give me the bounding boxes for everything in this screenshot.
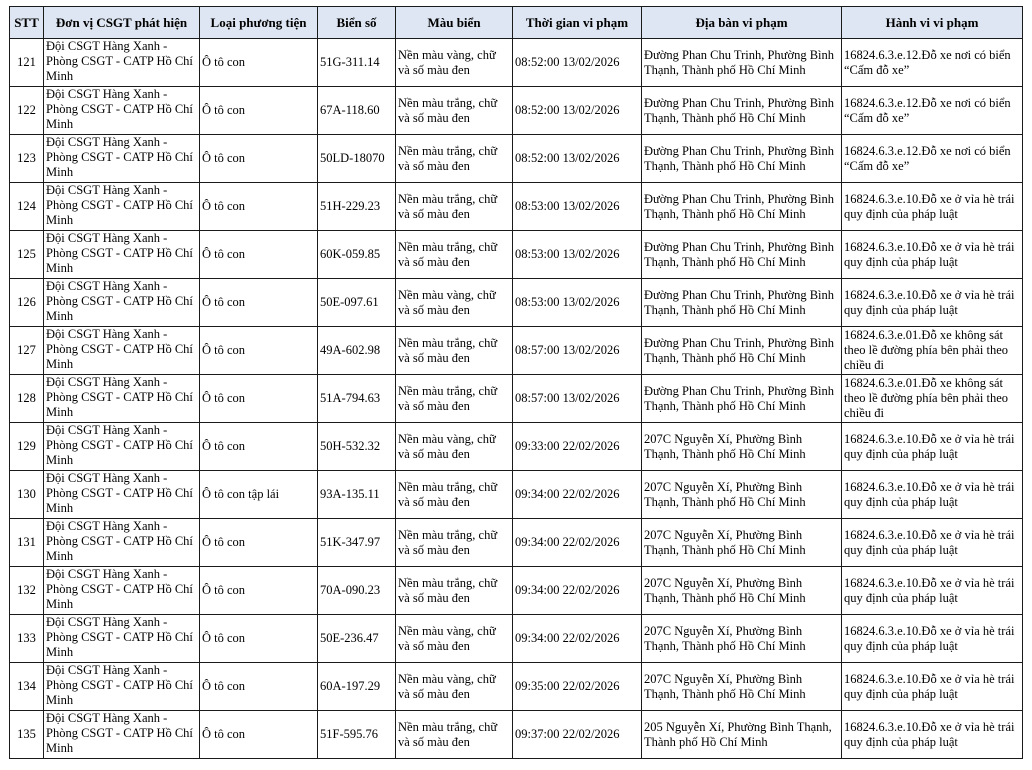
table-row — [10, 471, 1023, 519]
cell-time — [513, 279, 642, 327]
table-row — [10, 567, 1023, 615]
cell-unit — [44, 87, 200, 135]
table-row — [10, 135, 1023, 183]
cell-stt — [10, 183, 44, 231]
cell-location-text: Đường Phan Chu Trinh, Phường Bình Thạnh, Thành phố Hồ Chí Minh — [644, 95, 835, 125]
cell-plate-color-text: Nền màu vàng, chữ và số màu đen — [398, 431, 496, 461]
cell-unit — [44, 519, 200, 567]
cell-unit — [44, 711, 200, 759]
cell-violation-text: 16824.6.3.e.10.Đỗ xe ở vỉa hè trái quy định của pháp luật — [844, 527, 1015, 557]
cell-stt — [10, 279, 44, 327]
cell-vehicle-type-text: Ô tô con — [202, 199, 246, 213]
cell-vehicle-type — [200, 711, 318, 759]
table-header-row — [10, 7, 1023, 39]
cell-plate — [318, 711, 396, 759]
cell-unit — [44, 135, 200, 183]
cell-location — [642, 663, 842, 711]
header-stt: STT — [10, 7, 44, 39]
table-row — [10, 39, 1023, 87]
cell-violation — [842, 663, 1023, 711]
table-row — [10, 183, 1023, 231]
cell-unit-text: Đội CSGT Hàng Xanh - Phòng CSGT - CATP Hồ Chí Minh — [46, 135, 193, 179]
cell-location-text: 207C Nguyễn Xí, Phường Bình Thạnh, Thành phố Hồ Chí Minh — [644, 575, 806, 605]
cell-location-text: Đường Phan Chu Trinh, Phường Bình Thạnh, Thành phố Hồ Chí Minh — [644, 287, 835, 317]
cell-violation-text: 16824.6.3.e.12.Đỗ xe nơi có biển “Cấm đỗ xe” — [844, 95, 1011, 125]
table-row — [10, 663, 1023, 711]
cell-time-text: 08:53:00 13/02/2026 — [515, 199, 620, 213]
cell-location — [642, 711, 842, 759]
cell-unit-text: Đội CSGT Hàng Xanh - Phòng CSGT - CATP Hồ Chí Minh — [46, 519, 193, 563]
cell-stt-text: 126 — [17, 295, 36, 309]
cell-plate-color-text: Nền màu trắng, chữ và số màu đen — [398, 383, 498, 413]
cell-violation-text: 16824.6.3.e.10.Đỗ xe ở vỉa hè trái quy định của pháp luật — [844, 719, 1015, 749]
header-location: Địa bàn vi phạm — [642, 7, 842, 39]
cell-unit — [44, 327, 200, 375]
cell-plate-color-text: Nền màu trắng, chữ và số màu đen — [398, 479, 498, 509]
cell-plate-color-text: Nền màu trắng, chữ và số màu đen — [398, 527, 498, 557]
cell-unit — [44, 615, 200, 663]
cell-stt-text: 135 — [17, 727, 36, 741]
cell-unit — [44, 39, 200, 87]
cell-time — [513, 327, 642, 375]
cell-vehicle-type — [200, 135, 318, 183]
cell-plate-text: 50H-532.32 — [320, 439, 381, 453]
table-row — [10, 327, 1023, 375]
cell-location-text: Đường Phan Chu Trinh, Phường Bình Thạnh, Thành phố Hồ Chí Minh — [644, 383, 835, 413]
cell-violation — [842, 183, 1023, 231]
cell-violation — [842, 231, 1023, 279]
cell-stt-text: 122 — [17, 103, 36, 117]
header-plate-color: Màu biển — [396, 7, 513, 39]
cell-unit-text: Đội CSGT Hàng Xanh - Phòng CSGT - CATP Hồ Chí Minh — [46, 375, 193, 419]
cell-vehicle-type-text: Ô tô con — [202, 439, 246, 453]
cell-plate-text: 51A-794.63 — [320, 391, 381, 405]
cell-violation-text: 16824.6.3.e.10.Đỗ xe ở vỉa hè trái quy định của pháp luật — [844, 623, 1015, 653]
cell-vehicle-type — [200, 567, 318, 615]
violations-table — [9, 6, 1023, 759]
cell-location-text: Đường Phan Chu Trinh, Phường Bình Thạnh, Thành phố Hồ Chí Minh — [644, 191, 835, 221]
cell-plate-color-text: Nền màu vàng, chữ và số màu đen — [398, 47, 496, 77]
cell-unit-text: Đội CSGT Hàng Xanh - Phòng CSGT - CATP Hồ Chí Minh — [46, 471, 193, 515]
cell-plate-color-text: Nền màu trắng, chữ và số màu đen — [398, 335, 498, 365]
cell-location — [642, 615, 842, 663]
cell-plate-color-text: Nền màu vàng, chữ và số màu đen — [398, 671, 496, 701]
table-row — [10, 423, 1023, 471]
cell-unit-text: Đội CSGT Hàng Xanh - Phòng CSGT - CATP Hồ Chí Minh — [46, 231, 193, 275]
cell-vehicle-type — [200, 231, 318, 279]
cell-plate — [318, 183, 396, 231]
cell-stt — [10, 327, 44, 375]
cell-vehicle-type — [200, 519, 318, 567]
cell-unit-text: Đội CSGT Hàng Xanh - Phòng CSGT - CATP Hồ Chí Minh — [46, 183, 193, 227]
cell-plate-color — [396, 471, 513, 519]
cell-plate-text: 60A-197.29 — [320, 679, 381, 693]
cell-stt — [10, 567, 44, 615]
cell-plate — [318, 471, 396, 519]
cell-unit — [44, 375, 200, 423]
cell-violation-text: 16824.6.3.e.10.Đỗ xe ở vỉa hè trái quy định của pháp luật — [844, 671, 1015, 701]
cell-unit — [44, 663, 200, 711]
cell-unit-text: Đội CSGT Hàng Xanh - Phòng CSGT - CATP Hồ Chí Minh — [46, 39, 193, 83]
cell-plate — [318, 615, 396, 663]
cell-location-text: Đường Phan Chu Trinh, Phường Bình Thạnh, Thành phố Hồ Chí Minh — [644, 47, 835, 77]
cell-violation — [842, 615, 1023, 663]
cell-violation-text: 16824.6.3.e.01.Đỗ xe không sát theo lề đường phía bên phải theo chiều đi — [844, 328, 1009, 372]
cell-unit-text: Đội CSGT Hàng Xanh - Phòng CSGT - CATP Hồ Chí Minh — [46, 567, 193, 611]
cell-time — [513, 711, 642, 759]
cell-violation — [842, 39, 1023, 87]
cell-plate-text: 50LD-18070 — [320, 151, 385, 165]
cell-stt-text: 125 — [17, 247, 36, 261]
cell-location — [642, 375, 842, 423]
cell-time-text: 09:34:00 22/02/2026 — [515, 535, 620, 549]
cell-time-text: 09:37:00 22/02/2026 — [515, 727, 620, 741]
cell-plate-text: 51G-311.14 — [320, 55, 380, 69]
cell-unit-text: Đội CSGT Hàng Xanh - Phòng CSGT - CATP Hồ Chí Minh — [46, 279, 193, 323]
cell-vehicle-type-text: Ô tô con — [202, 295, 246, 309]
cell-plate-color-text: Nền màu trắng, chữ và số màu đen — [398, 191, 498, 221]
cell-vehicle-type — [200, 375, 318, 423]
cell-time-text: 09:34:00 22/02/2026 — [515, 583, 620, 597]
cell-location-text: 207C Nguyễn Xí, Phường Bình Thạnh, Thành phố Hồ Chí Minh — [644, 623, 806, 653]
cell-stt — [10, 135, 44, 183]
cell-unit-text: Đội CSGT Hàng Xanh - Phòng CSGT - CATP Hồ Chí Minh — [46, 615, 193, 659]
cell-violation — [842, 87, 1023, 135]
cell-time-text: 09:34:00 22/02/2026 — [515, 487, 620, 501]
cell-plate-color-text: Nền màu trắng, chữ và số màu đen — [398, 575, 498, 605]
cell-stt-text: 123 — [17, 151, 36, 165]
cell-plate-text: 51H-229.23 — [320, 199, 381, 213]
cell-plate-color-text: Nền màu trắng, chữ và số màu đen — [398, 719, 498, 749]
cell-time-text: 08:52:00 13/02/2026 — [515, 103, 620, 117]
cell-plate-color — [396, 231, 513, 279]
cell-unit-text: Đội CSGT Hàng Xanh - Phòng CSGT - CATP Hồ Chí Minh — [46, 327, 193, 371]
cell-vehicle-type — [200, 663, 318, 711]
cell-violation — [842, 711, 1023, 759]
cell-time — [513, 183, 642, 231]
cell-plate-color — [396, 327, 513, 375]
table-row — [10, 615, 1023, 663]
cell-location — [642, 327, 842, 375]
cell-time-text: 08:53:00 13/02/2026 — [515, 247, 620, 261]
cell-plate-color-text: Nền màu trắng, chữ và số màu đen — [398, 239, 498, 269]
cell-plate-color — [396, 183, 513, 231]
table-row — [10, 279, 1023, 327]
cell-violation — [842, 423, 1023, 471]
cell-vehicle-type — [200, 423, 318, 471]
table-row — [10, 375, 1023, 423]
cell-violation — [842, 279, 1023, 327]
cell-time-text: 08:53:00 13/02/2026 — [515, 295, 620, 309]
cell-plate — [318, 39, 396, 87]
cell-time — [513, 471, 642, 519]
cell-stt-text: 127 — [17, 343, 36, 357]
cell-time-text: 09:34:00 22/02/2026 — [515, 631, 620, 645]
cell-plate-text: 51K-347.97 — [320, 535, 381, 549]
cell-plate — [318, 327, 396, 375]
cell-violation-text: 16824.6.3.e.12.Đỗ xe nơi có biển “Cấm đỗ xe” — [844, 47, 1011, 77]
cell-stt-text: 124 — [17, 199, 36, 213]
cell-time — [513, 423, 642, 471]
cell-violation-text: 16824.6.3.e.10.Đỗ xe ở vỉa hè trái quy định của pháp luật — [844, 191, 1015, 221]
cell-vehicle-type-text: Ô tô con — [202, 535, 246, 549]
cell-plate — [318, 519, 396, 567]
cell-stt-text: 128 — [17, 391, 36, 405]
cell-location — [642, 87, 842, 135]
cell-time-text: 09:35:00 22/02/2026 — [515, 679, 620, 693]
cell-vehicle-type-text: Ô tô con tập lái — [202, 487, 280, 501]
table-row — [10, 87, 1023, 135]
cell-plate-color-text: Nền màu trắng, chữ và số màu đen — [398, 95, 498, 125]
cell-plate-color — [396, 375, 513, 423]
cell-vehicle-type-text: Ô tô con — [202, 727, 246, 741]
cell-violation-text: 16824.6.3.e.10.Đỗ xe ở vỉa hè trái quy định của pháp luật — [844, 239, 1015, 269]
header-unit: Đơn vị CSGT phát hiện — [44, 7, 200, 39]
cell-vehicle-type-text: Ô tô con — [202, 55, 246, 69]
cell-time — [513, 519, 642, 567]
cell-plate-color-text: Nền màu trắng, chữ và số màu đen — [398, 143, 498, 173]
cell-plate-text: 70A-090.23 — [320, 583, 381, 597]
cell-stt — [10, 87, 44, 135]
cell-plate-text: 50E-097.61 — [320, 295, 379, 309]
cell-location-text: Đường Phan Chu Trinh, Phường Bình Thạnh, Thành phố Hồ Chí Minh — [644, 239, 835, 269]
cell-violation — [842, 567, 1023, 615]
cell-plate-color — [396, 423, 513, 471]
cell-plate — [318, 231, 396, 279]
cell-unit-text: Đội CSGT Hàng Xanh - Phòng CSGT - CATP Hồ Chí Minh — [46, 711, 193, 755]
cell-plate-text: 93A-135.11 — [320, 487, 380, 501]
cell-plate-color — [396, 279, 513, 327]
cell-plate-color — [396, 615, 513, 663]
cell-vehicle-type-text: Ô tô con — [202, 391, 246, 405]
cell-unit — [44, 471, 200, 519]
cell-violation-text: 16824.6.3.e.10.Đỗ xe ở vỉa hè trái quy định của pháp luật — [844, 431, 1015, 461]
cell-plate — [318, 423, 396, 471]
cell-vehicle-type-text: Ô tô con — [202, 247, 246, 261]
cell-violation — [842, 327, 1023, 375]
cell-location-text: 207C Nguyễn Xí, Phường Bình Thạnh, Thành phố Hồ Chí Minh — [644, 431, 806, 461]
cell-unit-text: Đội CSGT Hàng Xanh - Phòng CSGT - CATP Hồ Chí Minh — [46, 423, 193, 467]
cell-stt — [10, 423, 44, 471]
cell-plate-text: 49A-602.98 — [320, 343, 381, 357]
cell-stt-text: 134 — [17, 679, 36, 693]
cell-stt — [10, 39, 44, 87]
cell-location — [642, 519, 842, 567]
table-row — [10, 231, 1023, 279]
cell-vehicle-type — [200, 471, 318, 519]
cell-vehicle-type — [200, 39, 318, 87]
cell-time-text: 09:33:00 22/02/2026 — [515, 439, 620, 453]
cell-vehicle-type-text: Ô tô con — [202, 103, 246, 117]
header-vehicle-type: Loại phương tiện — [200, 7, 318, 39]
cell-time-text: 08:57:00 13/02/2026 — [515, 391, 620, 405]
cell-location — [642, 135, 842, 183]
cell-plate-text: 67A-118.60 — [320, 103, 380, 117]
cell-stt-text: 133 — [17, 631, 36, 645]
cell-location — [642, 231, 842, 279]
cell-plate-color — [396, 567, 513, 615]
cell-time — [513, 231, 642, 279]
cell-plate — [318, 87, 396, 135]
cell-stt-text: 132 — [17, 583, 36, 597]
cell-time-text: 08:57:00 13/02/2026 — [515, 343, 620, 357]
cell-location-text: 205 Nguyễn Xí, Phường Bình Thạnh, Thành phố Hồ Chí Minh — [644, 719, 832, 749]
cell-vehicle-type-text: Ô tô con — [202, 343, 246, 357]
cell-location — [642, 279, 842, 327]
cell-time — [513, 39, 642, 87]
cell-location-text: Đường Phan Chu Trinh, Phường Bình Thạnh, Thành phố Hồ Chí Minh — [644, 335, 835, 365]
cell-stt-text: 121 — [17, 55, 36, 69]
cell-unit — [44, 279, 200, 327]
cell-vehicle-type — [200, 327, 318, 375]
cell-violation — [842, 135, 1023, 183]
table-row — [10, 711, 1023, 759]
cell-location-text: Đường Phan Chu Trinh, Phường Bình Thạnh, Thành phố Hồ Chí Minh — [644, 143, 835, 173]
cell-violation — [842, 519, 1023, 567]
cell-stt — [10, 231, 44, 279]
cell-time-text: 08:52:00 13/02/2026 — [515, 55, 620, 69]
cell-vehicle-type — [200, 279, 318, 327]
cell-plate-color-text: Nền màu vàng, chữ và số màu đen — [398, 287, 496, 317]
cell-location-text: 207C Nguyễn Xí, Phường Bình Thạnh, Thành phố Hồ Chí Minh — [644, 527, 806, 557]
cell-stt — [10, 375, 44, 423]
cell-plate — [318, 279, 396, 327]
cell-vehicle-type-text: Ô tô con — [202, 583, 246, 597]
cell-plate-color — [396, 663, 513, 711]
cell-location — [642, 423, 842, 471]
cell-vehicle-type — [200, 183, 318, 231]
table-row — [10, 519, 1023, 567]
cell-violation-text: 16824.6.3.e.10.Đỗ xe ở vỉa hè trái quy định của pháp luật — [844, 287, 1015, 317]
cell-stt-text: 131 — [17, 535, 36, 549]
cell-location — [642, 471, 842, 519]
cell-stt — [10, 663, 44, 711]
cell-violation-text: 16824.6.3.e.12.Đỗ xe nơi có biển “Cấm đỗ xe” — [844, 143, 1011, 173]
cell-stt — [10, 615, 44, 663]
cell-location — [642, 39, 842, 87]
cell-location-text: 207C Nguyễn Xí, Phường Bình Thạnh, Thành phố Hồ Chí Minh — [644, 479, 806, 509]
cell-violation — [842, 471, 1023, 519]
header-plate: Biển số — [318, 7, 396, 39]
cell-violation-text: 16824.6.3.e.01.Đỗ xe không sát theo lề đường phía bên phải theo chiều đi — [844, 376, 1009, 420]
cell-stt — [10, 471, 44, 519]
cell-violation — [842, 375, 1023, 423]
cell-time — [513, 615, 642, 663]
cell-unit — [44, 231, 200, 279]
cell-plate — [318, 135, 396, 183]
cell-violation-text: 16824.6.3.e.10.Đỗ xe ở vỉa hè trái quy định của pháp luật — [844, 575, 1015, 605]
cell-location-text: 207C Nguyễn Xí, Phường Bình Thạnh, Thành phố Hồ Chí Minh — [644, 671, 806, 701]
cell-plate-color-text: Nền màu vàng, chữ và số màu đen — [398, 623, 496, 653]
cell-plate — [318, 663, 396, 711]
cell-plate-text: 60K-059.85 — [320, 247, 381, 261]
header-violation: Hành vi vi phạm — [842, 7, 1023, 39]
cell-time — [513, 567, 642, 615]
cell-unit-text: Đội CSGT Hàng Xanh - Phòng CSGT - CATP Hồ Chí Minh — [46, 663, 193, 707]
cell-unit — [44, 567, 200, 615]
cell-time — [513, 663, 642, 711]
cell-violation-text: 16824.6.3.e.10.Đỗ xe ở vỉa hè trái quy định của pháp luật — [844, 479, 1015, 509]
cell-unit — [44, 183, 200, 231]
cell-plate-color — [396, 135, 513, 183]
cell-location — [642, 567, 842, 615]
cell-vehicle-type — [200, 87, 318, 135]
cell-plate — [318, 375, 396, 423]
cell-plate-text: 50E-236.47 — [320, 631, 379, 645]
cell-location — [642, 183, 842, 231]
cell-unit — [44, 423, 200, 471]
cell-vehicle-type-text: Ô tô con — [202, 631, 246, 645]
cell-time — [513, 375, 642, 423]
cell-stt-text: 129 — [17, 439, 36, 453]
cell-time — [513, 87, 642, 135]
cell-time — [513, 135, 642, 183]
cell-stt — [10, 519, 44, 567]
cell-stt — [10, 711, 44, 759]
cell-plate-color — [396, 87, 513, 135]
cell-plate-color — [396, 519, 513, 567]
cell-vehicle-type-text: Ô tô con — [202, 151, 246, 165]
cell-plate-color — [396, 39, 513, 87]
cell-plate — [318, 567, 396, 615]
cell-plate-text: 51F-595.76 — [320, 727, 378, 741]
cell-stt-text: 130 — [17, 487, 36, 501]
cell-plate-color — [396, 711, 513, 759]
cell-vehicle-type-text: Ô tô con — [202, 679, 246, 693]
cell-vehicle-type — [200, 615, 318, 663]
cell-time-text: 08:52:00 13/02/2026 — [515, 151, 620, 165]
cell-unit-text: Đội CSGT Hàng Xanh - Phòng CSGT - CATP Hồ Chí Minh — [46, 87, 193, 131]
header-time: Thời gian vi phạm — [513, 7, 642, 39]
